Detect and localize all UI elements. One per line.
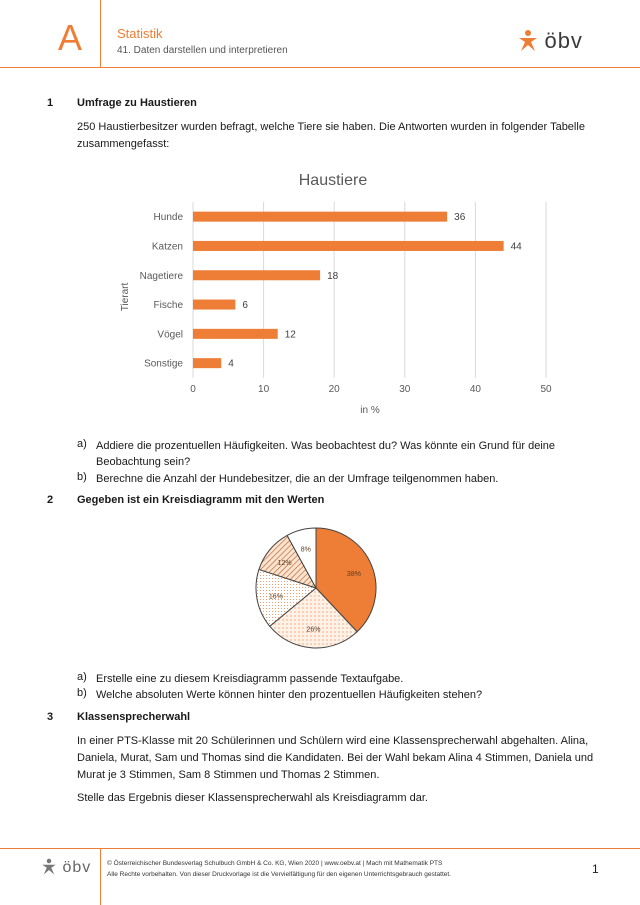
question-text: Welche absoluten Werte können hinter den prozentuellen Häufigkeiten stehen? — [96, 689, 483, 701]
y-tick-label: Nagetiere — [139, 270, 183, 282]
task-number: 2 — [47, 494, 54, 506]
data-label: 6 — [242, 300, 248, 312]
y-tick-label: Katzen — [151, 241, 183, 253]
y-tick-label: Hunde — [153, 212, 183, 224]
y-tick-label: Sonstige — [144, 358, 183, 370]
pie-label: 16% — [268, 593, 283, 601]
header-rule — [0, 67, 640, 68]
task-paragraph — [77, 733, 593, 784]
paragraph-line: In einer PTS-Klasse mit 20 Schülerinnen und Schülern wird eine Klassensprecherwahl abgehalten. Alina, — [77, 735, 589, 747]
bar — [193, 212, 447, 222]
section-letter: A — [58, 17, 83, 58]
task-number: 3 — [47, 711, 54, 723]
question-text: Erstelle eine zu diesem Kreisdiagramm passende Textaufgabe. — [96, 673, 404, 685]
pie-label: 8% — [300, 546, 311, 554]
bar — [193, 270, 320, 280]
subject-title: Statistik — [117, 26, 163, 41]
bar — [193, 329, 278, 339]
x-tick-label: 20 — [328, 383, 340, 395]
footer-divider — [100, 849, 101, 905]
paragraph-line: Murat je 3 Stimmen, Sam 8 Stimmen und Thomas 2 Stimmen. — [77, 769, 380, 781]
intro-line: 250 Haustierbesitzer wurden befragt, welche Tiere sie haben. Die Antworten wurden in folgender Tabelle — [77, 121, 585, 133]
pie-label: 12% — [277, 559, 292, 567]
paragraph-line: Daniela, Murat, Sam und Thomas sind die Kandidaten. Bei der Wahl bekam Alina 4 Stimmen, Daniela und — [77, 752, 594, 764]
data-label: 4 — [228, 358, 234, 370]
data-label: 36 — [454, 212, 466, 224]
rights-text: Alle Rechte vorbehalten. Von dieser Druckvorlage ist die Vervielfältigung für den eigenen Unterrichtsgebrauch gestattet. — [107, 871, 451, 878]
bar — [193, 358, 221, 368]
oebv-logo — [516, 28, 583, 54]
question-line: Addiere die prozentuellen Häufigkeiten. Was beobachtest du? Was könnte ein Grund für deine — [96, 440, 556, 452]
question-label: b) — [77, 471, 87, 483]
bar-chart — [100, 160, 570, 425]
x-tick-label: 40 — [469, 383, 481, 395]
data-label: 44 — [510, 241, 522, 253]
footer-rule — [0, 848, 640, 849]
x-tick-label: 0 — [190, 383, 196, 395]
pie-label: 26% — [306, 626, 321, 634]
task-instruction: Stelle das Ergebnis dieser Klassensprecherwahl als Kreisdiagramm dar. — [77, 792, 428, 804]
header-divider — [100, 0, 101, 68]
chart-title: Haustiere — [298, 172, 368, 189]
question-label: a) — [77, 438, 87, 450]
task-title: Gegeben ist ein Kreisdiagramm mit den Werten — [77, 494, 325, 506]
task-title: Klassensprecherwahl — [77, 711, 191, 723]
y-tick-label: Fische — [153, 300, 183, 312]
x-tick-label: 10 — [258, 383, 270, 395]
pie-chart — [250, 523, 382, 653]
page-number: 1 — [592, 862, 599, 876]
y-axis-label: Tierart — [120, 282, 131, 312]
task-title: Umfrage zu Haustieren — [77, 97, 197, 109]
question-line: Beobachtung sein? — [96, 456, 191, 468]
x-tick-label: 50 — [540, 383, 552, 395]
y-tick-label: Vögel — [157, 329, 183, 341]
pie-label: 38% — [346, 570, 361, 578]
topic-title: 41. Daten darstellen und interpretieren — [117, 45, 288, 56]
bar — [193, 300, 235, 310]
question-text: Berechne die Anzahl der Hundebesitzer, die an der Umfrage teilgenommen haben. — [96, 473, 499, 485]
oebv-figure-icon — [516, 29, 540, 53]
question-text — [96, 438, 555, 470]
logo-wordmark: öbv — [544, 28, 583, 53]
bar — [193, 241, 504, 251]
logo-wordmark: öbv — [62, 859, 92, 876]
task-number: 1 — [47, 97, 54, 109]
copyright-text: © Österreichischer Bundesverlag Schulbuch GmbH & Co. KG, Wien 2020 | www.oebv.at | Mach mit Mathematik PTS — [107, 860, 443, 867]
task-intro — [77, 119, 585, 153]
oebv-logo-footer — [40, 858, 91, 877]
intro-line: zusammengefasst: — [77, 138, 170, 150]
x-tick-label: 30 — [399, 383, 411, 395]
oebv-figure-icon — [40, 858, 58, 876]
question-label: a) — [77, 671, 87, 683]
data-label: 18 — [327, 270, 339, 282]
question-label: b) — [77, 687, 87, 699]
data-label: 12 — [284, 329, 296, 341]
x-axis-label: in % — [360, 405, 380, 416]
